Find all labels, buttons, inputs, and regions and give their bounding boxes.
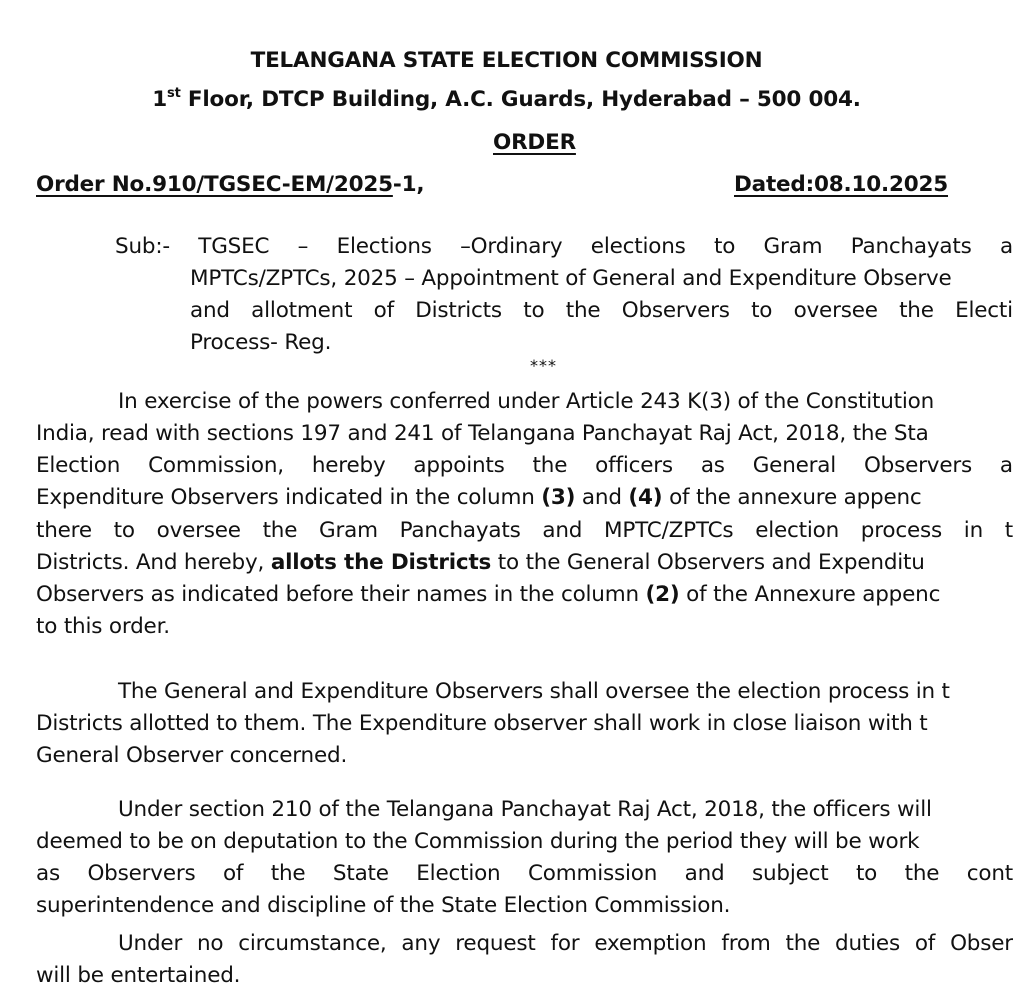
para1-line3-word: hereby xyxy=(311,453,386,478)
para3-line3 xyxy=(36,859,1013,889)
para1-line8: to this order. xyxy=(36,614,170,639)
subject-line-1-word: Panchayats xyxy=(850,234,972,259)
para1-line5-word: Panchayats xyxy=(399,518,521,543)
para1-line3-word: General xyxy=(752,453,837,478)
subject-line-1 xyxy=(115,232,1013,262)
para1-line5 xyxy=(36,516,1013,546)
order-number-code: Order No.910/TGSEC-EM/2025 xyxy=(36,172,393,197)
subject-line-1-word: Elections xyxy=(336,234,432,259)
address-text: Floor, DTCP Building, A.C. Guards, Hyderabad – 500 004. xyxy=(180,87,861,112)
subject-line-3-word: Observers xyxy=(621,298,730,323)
para1-line5-word: Gram xyxy=(319,518,378,543)
subject-line-3-word: Districts xyxy=(415,298,502,323)
para3-line3-word: to xyxy=(855,861,878,886)
subject-line-3-word: and xyxy=(190,298,230,323)
subject-line-3-word: the xyxy=(899,298,934,323)
subject-line-1-word: –Ordinary xyxy=(460,234,563,259)
para1-line5-word: there xyxy=(36,518,92,543)
para1-line5-word: the xyxy=(262,518,298,543)
subject-line-4: Process- Reg. xyxy=(190,330,332,355)
subject-line-2: MPTCs/ZPTCs, 2025 – Appointment of General and Expenditure Observe xyxy=(190,266,952,291)
para3-line3-word: the xyxy=(904,861,940,886)
subject-line-1-word: TGSEC xyxy=(198,234,270,259)
para1-line3-word: the xyxy=(532,453,568,478)
para1-line2: India, read with sections 197 and 241 of Telangana Panchayat Raj Act, 2018, the Sta xyxy=(36,421,929,446)
order-number xyxy=(36,170,424,200)
address-floor-number: 1 xyxy=(152,87,168,112)
subject-line-1-word: to xyxy=(713,234,736,259)
document-type: ORDER xyxy=(493,130,576,155)
para1-line5-word: in xyxy=(963,518,983,543)
para1-line4-text-e: of the annexure appenc xyxy=(662,485,922,510)
para4-line1-word: Obser xyxy=(950,931,1013,956)
para1-line3-word: a xyxy=(999,453,1013,478)
para1-line3-word: Commission, xyxy=(148,453,284,478)
subject-line-1-word: a xyxy=(1000,234,1013,259)
para4-line1-word: Under xyxy=(118,931,183,956)
para1-line5-word: to xyxy=(113,518,135,543)
column-2-ref: (2) xyxy=(645,582,680,607)
subject-line-3-word: Electi xyxy=(955,298,1013,323)
para3-line3-word: Observers xyxy=(87,861,196,886)
para2-line2: Districts allotted to them. The Expenditure observer shall work in close liaison with t xyxy=(36,711,928,736)
subject-line-3-word: oversee xyxy=(793,298,878,323)
separator-stars: *** xyxy=(530,356,557,375)
subject-line-3-word: of xyxy=(373,298,394,323)
para1-line3-word: Observers xyxy=(863,453,972,478)
para1-line4-text-a: Expenditure Observers indicated in the column xyxy=(36,485,542,510)
subject-line-3 xyxy=(190,296,1013,326)
para1-line3 xyxy=(36,451,1013,481)
address-floor-suffix: st xyxy=(167,86,181,101)
para4-line1-word: of xyxy=(914,931,936,956)
para3-line3-word: Commission xyxy=(527,861,658,886)
para1-line3-word: officers xyxy=(595,453,673,478)
para3-line4: superintendence and discipline of the State Election Commission. xyxy=(36,893,731,918)
para4-line1 xyxy=(118,929,1013,959)
para4-line1-word: no xyxy=(196,931,224,956)
para1-line5-word: and xyxy=(542,518,583,543)
para4-line1-word: duties xyxy=(835,931,900,956)
commission-address xyxy=(0,85,1013,115)
para1-line3-word: as xyxy=(700,453,725,478)
para1-line5-word: election xyxy=(755,518,840,543)
para1-line6 xyxy=(36,548,925,578)
para1-line5-word: t xyxy=(1004,518,1013,543)
column-3-ref: (3) xyxy=(541,485,576,510)
para4-line1-word: from xyxy=(721,931,771,956)
order-date: Dated:08.10.2025 xyxy=(734,172,949,197)
para3-line3-word: cont xyxy=(966,861,1013,886)
para2-line1: The General and Expenditure Observers shall oversee the election process in t xyxy=(118,679,950,704)
para1-line6-text-c: to the General Observers and Expenditu xyxy=(491,550,925,575)
subject-line-1-word: elections xyxy=(590,234,686,259)
para1-line7 xyxy=(36,580,940,610)
para4-line1-word: exemption xyxy=(594,931,707,956)
allots-districts-emphasis: allots the Districts xyxy=(270,550,492,575)
para4-line1-word: request xyxy=(455,931,536,956)
para3-line3-word: and xyxy=(684,861,725,886)
para4-line2: will be entertained. xyxy=(36,963,241,987)
subject-line-3-word: the xyxy=(565,298,601,323)
para4-line1-word: circumstance, xyxy=(238,931,387,956)
subject-line-1-word: Gram xyxy=(763,234,823,259)
para3-line3-word: the xyxy=(270,861,306,886)
para1-line3-word: appoints xyxy=(413,453,505,478)
para1-line7-text-c: of the Annexure appenc xyxy=(679,582,941,607)
subject-line-1-word: Sub:- xyxy=(115,234,170,259)
para3-line3-word: subject xyxy=(751,861,829,886)
para4-line1-word: any xyxy=(401,931,441,956)
para1-line5-word: process xyxy=(860,518,943,543)
subject-line-3-word: allotment xyxy=(251,298,353,323)
para1-line6-text-a: Districts. And hereby, xyxy=(36,550,271,575)
para4-line1-word: the xyxy=(785,931,821,956)
column-4-ref: (4) xyxy=(628,485,663,510)
para3-line3-word: as xyxy=(36,861,60,886)
subject-line-3-word: to xyxy=(751,298,773,323)
subject-line-1-word: – xyxy=(297,234,309,259)
para4-line1-word: for xyxy=(550,931,580,956)
para1-line4 xyxy=(36,483,922,513)
para1-line1: In exercise of the powers conferred under Article 243 K(3) of the Constitution xyxy=(118,389,935,414)
para3-line1: Under section 210 of the Telangana Panchayat Raj Act, 2018, the officers will xyxy=(118,797,932,822)
para1-line7-text-a: Observers as indicated before their names in the column xyxy=(36,582,646,607)
para1-line5-word: MPTC/ZPTCs xyxy=(603,518,734,543)
order-number-suffix: -1, xyxy=(392,172,425,197)
para1-line3-word: Election xyxy=(36,453,121,478)
para3-line3-word: State xyxy=(332,861,389,886)
commission-name: TELANGANA STATE ELECTION COMMISSION xyxy=(250,48,763,73)
para3-line2: deemed to be on deputation to the Commission during the period they will be work xyxy=(36,829,920,854)
para1-line4-text-c: and xyxy=(575,485,629,510)
subject-line-3-word: to xyxy=(523,298,545,323)
para1-line5-word: oversee xyxy=(156,518,241,543)
para3-line3-word: Election xyxy=(416,861,501,886)
para2-line3: General Observer concerned. xyxy=(36,743,348,768)
para3-line3-word: of xyxy=(222,861,244,886)
